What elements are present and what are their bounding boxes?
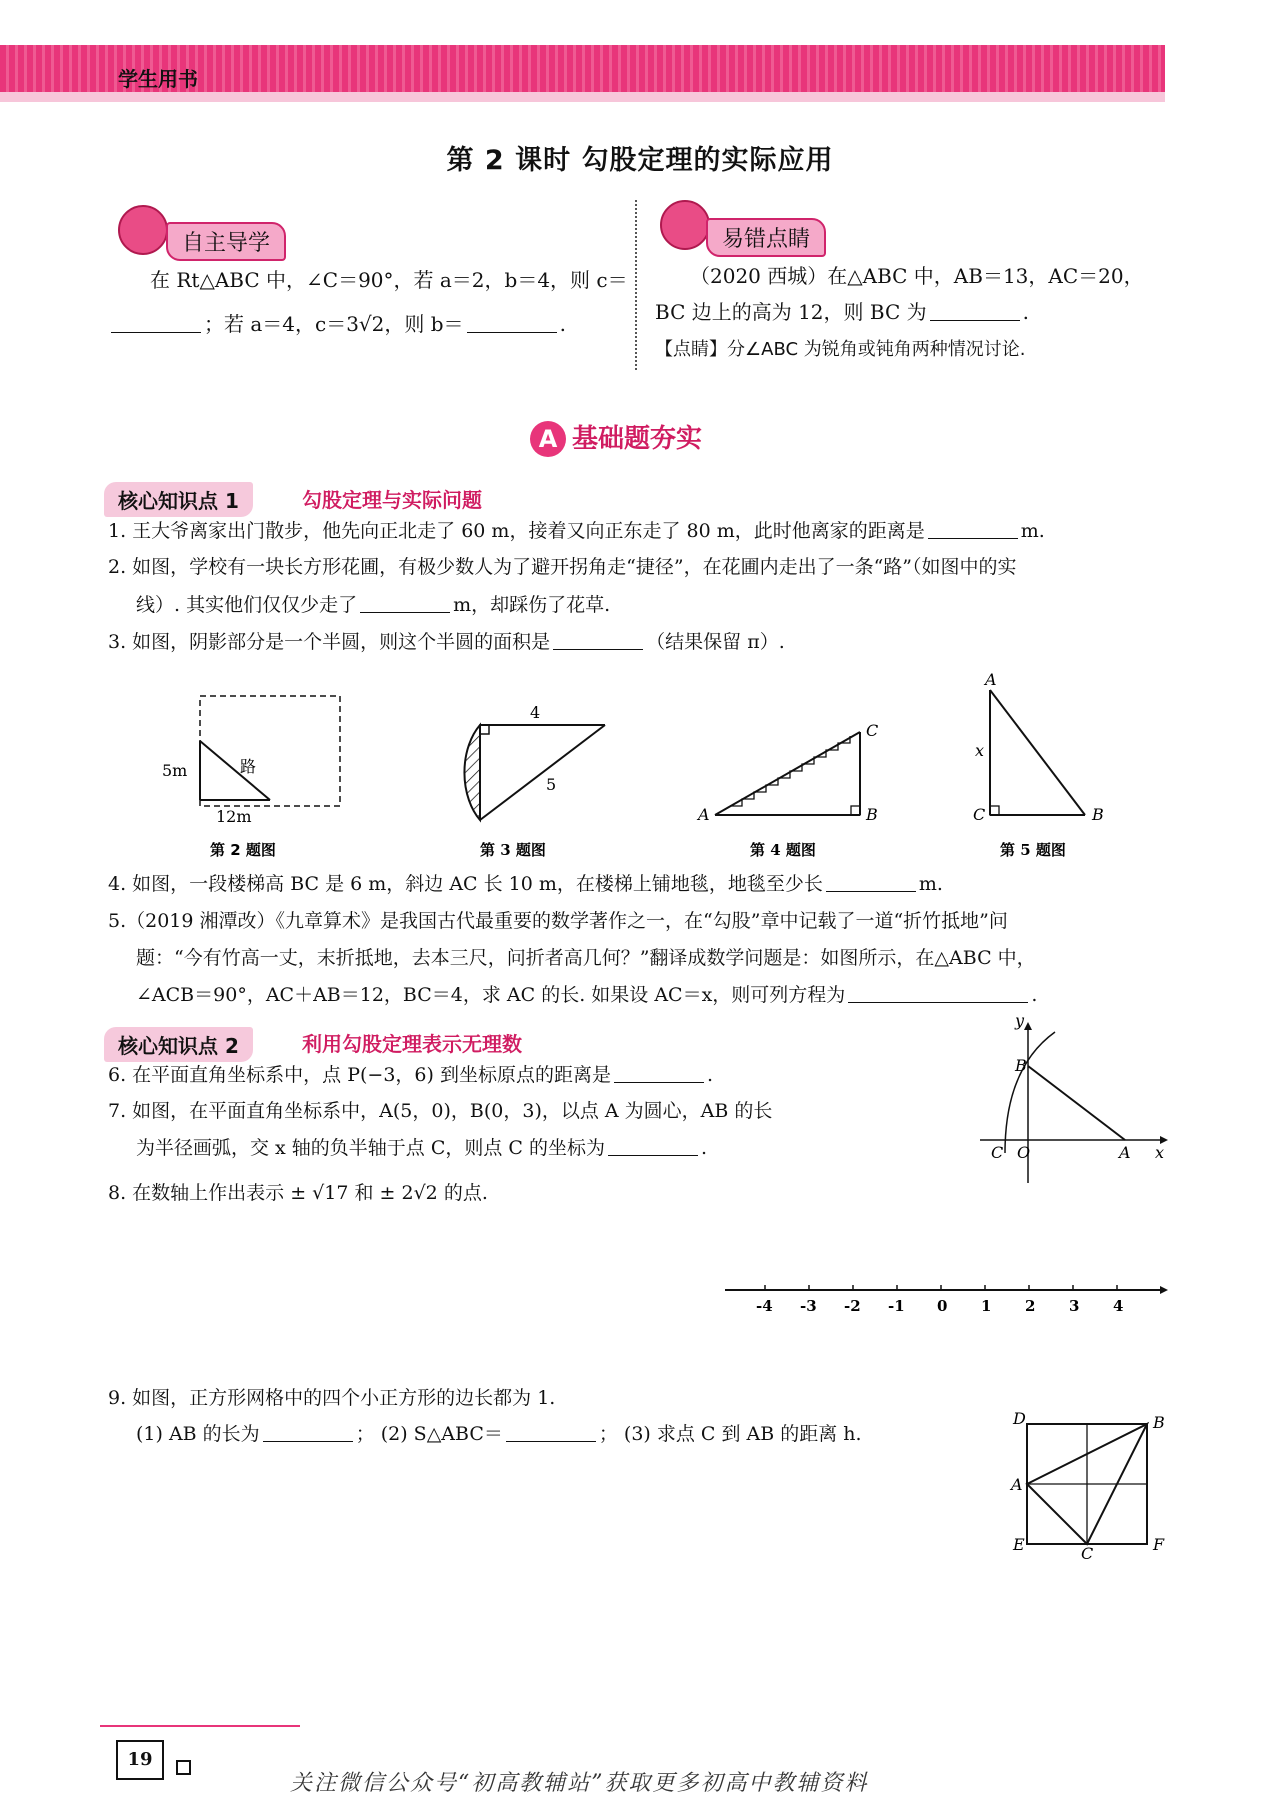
lesson-title: 第 2 课时 勾股定理的实际应用 — [446, 145, 834, 176]
fig5-A: A — [985, 670, 997, 689]
q9-part2: ； (2) S△ABC＝ — [355, 1423, 503, 1445]
kp1-title: 勾股定理与实际问题 — [302, 488, 482, 512]
blank[interactable] — [263, 1440, 353, 1442]
fig3-top-label: 4 — [530, 703, 541, 722]
fig5-B: B — [1092, 805, 1104, 824]
square-icon — [176, 1760, 191, 1775]
question-5-line3 — [136, 977, 1037, 1013]
blank[interactable] — [467, 331, 557, 333]
kp2-tag: 核心知识点 2 — [104, 1027, 253, 1062]
q6-text: 6. 在平面直角坐标系中，点 P(−3，6) 到坐标原点的距离是 — [108, 1064, 611, 1086]
footer-text: 关注微信公众号“初高教辅站”获取更多初高中教辅资料 — [290, 1771, 869, 1796]
q9-part1: (1) AB 的长为 — [136, 1423, 260, 1445]
q9-part3: ； (3) 求点 C 到 AB 的距离 h. — [598, 1423, 862, 1445]
section-title-text: 基础题夯实 — [572, 424, 703, 454]
fig9-B: B — [1153, 1413, 1165, 1432]
fig2-bottom-label: 12m — [216, 807, 252, 826]
right-line2b: . — [1022, 300, 1029, 324]
fig7-A: A — [1119, 1143, 1131, 1162]
q1-unit: m. — [1020, 520, 1045, 542]
section-title — [530, 418, 702, 457]
figures-row — [150, 670, 1150, 870]
footer-rule — [100, 1725, 300, 1727]
fig9-A: A — [1011, 1475, 1023, 1494]
q5-text: ∠ACB＝90°，AC＋AB＝12，BC＝4，求 AC 的长. 如果设 AC＝x，则可列方程为 — [136, 984, 846, 1006]
fig4-A: A — [698, 805, 710, 824]
number-line-label: 2 — [1025, 1297, 1036, 1315]
blank[interactable] — [360, 611, 450, 613]
figure-2 — [162, 696, 340, 826]
q4-unit: m. — [918, 873, 943, 895]
fig4-B: B — [866, 805, 878, 824]
blank[interactable] — [930, 319, 1020, 321]
number-line-label: 4 — [1113, 1297, 1124, 1315]
fig7-C: C — [991, 1143, 1004, 1162]
question-4 — [108, 866, 943, 902]
blank[interactable] — [506, 1440, 596, 1442]
number-line-label: -1 — [888, 1297, 905, 1315]
kp1-tag: 核心知识点 1 — [104, 482, 253, 517]
question-8: 8. 在数轴上作出表示 ± √17 和 ± 2√2 的点. — [108, 1182, 488, 1204]
q7-text: 为半径画弧，交 x 轴的负半轴于点 C，则点 C 的坐标为 — [136, 1137, 605, 1159]
q2-text: 线）. 其实他们仅仅少走了 — [136, 594, 358, 616]
right-line2 — [655, 294, 1029, 330]
fig5-C: C — [973, 805, 986, 824]
question-5-line1: 5.（2019 湘潭改）《九章算术》是我国古代最重要的数学著作之一，在“勾股”章中记载了一道“折竹抵地”问 — [108, 910, 1008, 932]
fig5-x: x — [975, 741, 985, 760]
fig9-D: D — [1013, 1409, 1026, 1428]
number-line — [720, 1275, 1170, 1320]
question-3 — [108, 624, 785, 660]
mascot-icon — [660, 200, 710, 250]
right-line2a: BC 边上的高为 12，则 BC 为 — [655, 300, 927, 324]
q3-text: 3. 如图，阴影部分是一个半圆，则这个半圆的面积是 — [108, 631, 551, 653]
number-line-label: 1 — [981, 1297, 992, 1315]
blank[interactable] — [848, 1001, 1028, 1003]
blank[interactable] — [608, 1154, 698, 1156]
q1-text: 1. 王大爷离家出门散步，他先向正北走了 60 m，接着又向正东走了 80 m，此时他离家的距离是 — [108, 520, 925, 542]
fig7-x: x — [1155, 1143, 1165, 1162]
kp2-title: 利用勾股定理表示无理数 — [302, 1032, 522, 1056]
header-underline — [0, 92, 1165, 102]
figure-4 — [696, 721, 878, 824]
figure-5 — [973, 670, 1104, 824]
blank[interactable] — [111, 331, 201, 333]
question-9-parts — [136, 1416, 862, 1452]
section-badge: A — [530, 421, 566, 457]
question-2-line2 — [136, 587, 610, 623]
blank[interactable] — [553, 648, 643, 650]
number-line-label: 0 — [937, 1297, 948, 1315]
q5-tail: . — [1031, 984, 1038, 1006]
q6-tail: . — [706, 1064, 714, 1086]
fig7-B: B — [1015, 1056, 1027, 1075]
tag-self-study: 自主导学 — [166, 222, 286, 261]
number-line-label: -4 — [756, 1297, 773, 1315]
q3-tail: （结果保留 π）. — [646, 631, 785, 653]
column-divider — [635, 200, 637, 370]
question-7-line1: 7. 如图，在平面直角坐标系中，A(5，0)，B(0，3)，以点 A 为圆心，AB 的长 — [108, 1100, 773, 1122]
fig9-F: F — [1153, 1535, 1165, 1554]
q4-text: 4. 如图，一段楼梯高 BC 是 6 m，斜边 AC 长 10 m，在楼梯上铺地毯，地毯至少长 — [108, 873, 823, 895]
question-9: 9. 如图，正方形网格中的四个小正方形的边长都为 1. — [108, 1387, 556, 1409]
fig4-C: C — [866, 721, 879, 740]
fig7-O: O — [1017, 1143, 1031, 1162]
fig3-hyp-label: 5 — [546, 775, 557, 794]
blank[interactable] — [614, 1081, 704, 1083]
left-line2a: ；若 a＝4，c＝3√2，则 b＝ — [204, 312, 464, 336]
figure-9 — [1005, 1409, 1175, 1563]
question-2-line1: 2. 如图，学校有一块长方形花圃，有极少数人为了避开拐角走“捷径”，在花圃内走出了一条“路”（如图中的实 — [108, 556, 1017, 578]
right-line1: （2020 西城）在△ABC 中，AB＝13，AC＝20， — [690, 264, 1144, 288]
fig7-y: y — [1015, 1011, 1025, 1030]
fig9-E: E — [1013, 1535, 1025, 1554]
fig4-caption: 第 4 题图 — [750, 841, 816, 859]
page-number: 19 — [116, 1740, 164, 1780]
tag-error-tip: 易错点睛 — [706, 218, 826, 257]
left-line2b: . — [559, 312, 566, 336]
figure-7 — [975, 1011, 1175, 1193]
number-line-label: 3 — [1069, 1297, 1080, 1315]
q2-tail: m，却踩伤了花草. — [453, 594, 611, 616]
number-line-label: -2 — [844, 1297, 861, 1315]
fig9-C: C — [1081, 1544, 1094, 1563]
number-line-label: -3 — [800, 1297, 817, 1315]
right-tip: 【点睛】分∠ABC 为锐角或钝角两种情况讨论. — [655, 339, 1026, 360]
mascot-icon — [118, 205, 168, 255]
question-1 — [108, 513, 1045, 549]
left-line1: 在 Rt△ABC 中，∠C＝90°，若 a＝2，b＝4，则 c＝ — [150, 268, 628, 292]
question-5-line2: 题：“今有竹高一丈，末折抵地，去本三尺，问折者高几何？”翻译成数学问题是：如图所示，在△ABC 中， — [136, 947, 1036, 969]
question-6 — [108, 1057, 713, 1093]
figure-3 — [464, 703, 605, 820]
fig2-caption: 第 2 题图 — [210, 841, 276, 859]
blank[interactable] — [928, 537, 1018, 539]
fig3-caption: 第 3 题图 — [480, 841, 546, 859]
fig2-path-label: 路 — [240, 757, 257, 776]
q7-tail: . — [701, 1137, 708, 1159]
fig2-side-label: 5m — [162, 761, 188, 780]
left-line2 — [108, 306, 566, 342]
fig5-caption: 第 5 题图 — [1000, 841, 1066, 859]
blank[interactable] — [826, 890, 916, 892]
header-label: 学生用书 — [118, 67, 198, 91]
question-7-line2 — [136, 1130, 707, 1166]
